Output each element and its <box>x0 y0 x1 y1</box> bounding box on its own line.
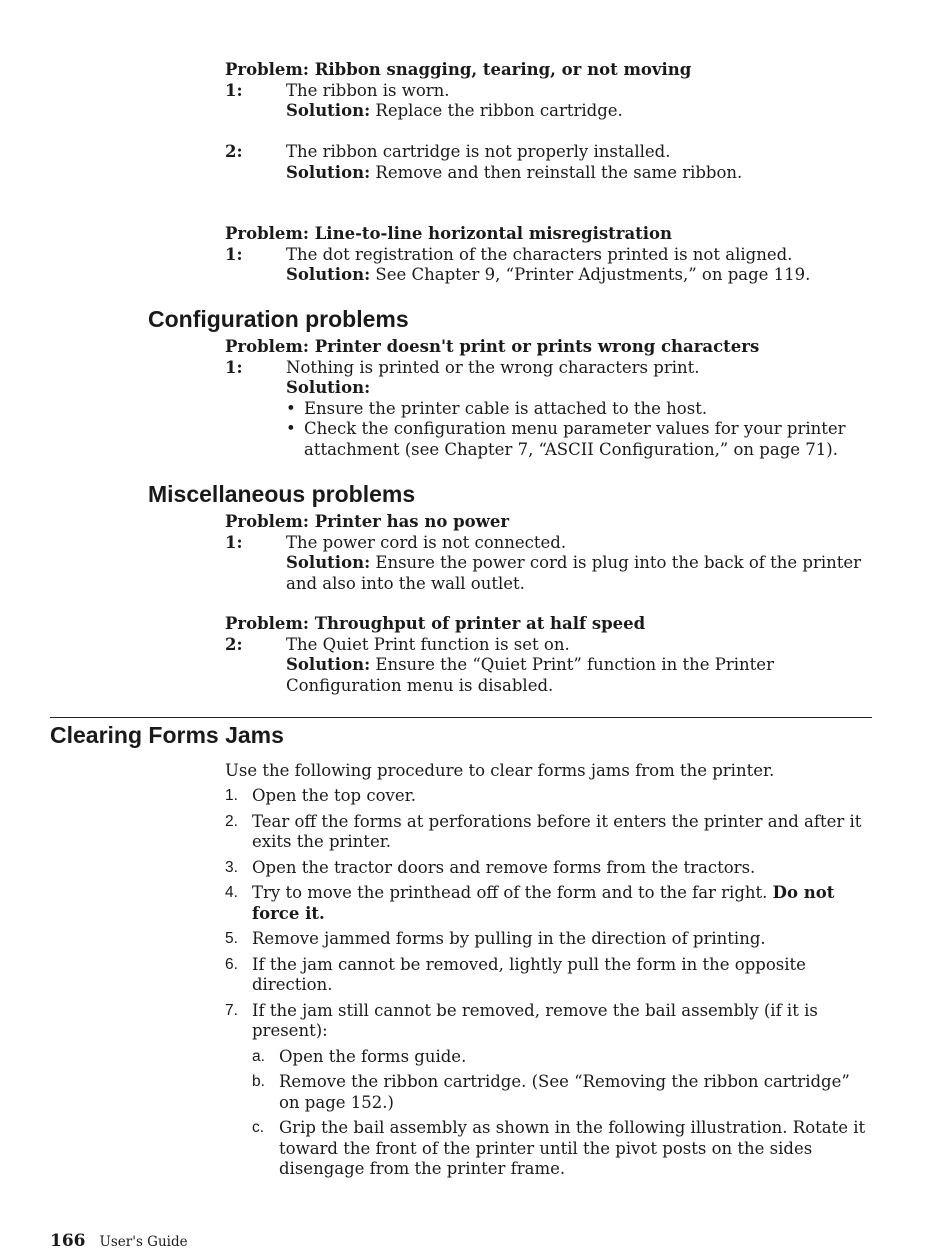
step-item <box>225 858 875 879</box>
step-text: Remove jammed forms by pulling in the direction of printing. <box>252 929 766 948</box>
step-text: If the jam still cannot be removed, remove the bail assembly (if it is present): <box>252 1000 818 1040</box>
item-number: 2: <box>225 634 243 654</box>
throughput-problem <box>225 614 875 696</box>
problem-title: Problem: Printer has no power <box>225 512 510 531</box>
step-number: 5. <box>225 930 238 947</box>
solution-bullets <box>286 399 875 461</box>
clearing-forms-jams-heading: Clearing Forms Jams <box>50 722 284 748</box>
solution-label: Solution: <box>286 378 371 397</box>
step-text: If the jam cannot be removed, lightly pull the form in the opposite direction. <box>252 954 806 994</box>
problem-item <box>225 81 875 122</box>
step-text: Open the tractor doors and remove forms from the tractors. <box>252 857 756 877</box>
step-text: Open the top cover. <box>252 786 416 805</box>
solution-text: Ensure the power cord is plug into the back of the printer and also into the wall outlet. <box>286 553 862 593</box>
step-number: 3. <box>225 858 238 876</box>
step-number: 6. <box>225 955 238 973</box>
configuration-problem <box>225 337 875 460</box>
item-solution <box>286 265 875 286</box>
problem-title: Problem: Throughput of printer at half speed <box>225 614 646 633</box>
item-number: 2: <box>225 142 243 161</box>
substep-letter: a. <box>252 1047 265 1065</box>
step-item <box>225 1001 875 1185</box>
item-solution <box>286 163 875 184</box>
step-number: 4. <box>225 884 238 901</box>
substep-text: Grip the bail assembly as shown in the following illustration. Rotate it toward the front of the printer until the pivot posts on the sides disengage from the printer frame. <box>279 1118 866 1178</box>
substep-item <box>252 1118 875 1180</box>
jam-steps-list <box>225 786 875 1190</box>
item-solution <box>286 101 875 122</box>
problem-item <box>225 245 875 286</box>
configuration-heading: Configuration problems <box>148 306 409 332</box>
problem-item <box>225 533 875 595</box>
problem-item <box>225 358 875 461</box>
item-solution <box>286 553 875 594</box>
item-text: The ribbon is worn. <box>286 80 450 100</box>
power-problem <box>225 512 875 594</box>
step-item <box>225 929 875 950</box>
problem-item <box>225 142 875 183</box>
item-number: 1: <box>225 357 243 377</box>
step-item <box>225 786 875 807</box>
item-text: Nothing is printed or the wrong characters print. <box>286 357 700 377</box>
item-text: The power cord is not connected. <box>286 532 567 552</box>
step-text: Try to move the printhead off of the form and to the far right. <box>252 883 773 902</box>
solution-text: See Chapter 9, “Printer Adjustments,” on page 119. <box>370 265 811 284</box>
item-text: The Quiet Print function is set on. <box>286 634 570 654</box>
page-number: 166 <box>50 1231 86 1251</box>
item-number: 1: <box>225 532 243 552</box>
section-divider <box>50 717 872 718</box>
solution-label: Solution: <box>286 553 371 572</box>
jams-intro: Use the following procedure to clear forms jams from the printer. <box>225 761 775 780</box>
substep-letter: c. <box>252 1119 265 1136</box>
step-warning: Do not force it. <box>252 883 835 923</box>
solution-label: Solution: <box>286 162 371 182</box>
substep-item <box>252 1047 875 1068</box>
misregistration-problem <box>225 224 875 286</box>
solution-text: Remove and then reinstall the same ribbon. <box>370 162 743 182</box>
substep-text: Remove the ribbon cartridge. (See “Removing the ribbon cartridge” on page 152.) <box>279 1072 850 1112</box>
page-footer <box>50 1230 188 1253</box>
problem-item <box>225 635 875 697</box>
ribbon-problem <box>225 60 875 183</box>
solution-label: Solution: <box>286 101 371 120</box>
bullet-item: • Ensure the printer cable is attached to the host. <box>286 399 875 420</box>
step-text: Tear off the forms at perforations before it enters the printer and after it exits the printer. <box>252 811 862 851</box>
step-item <box>225 812 875 853</box>
step-item <box>225 955 875 996</box>
bullet-item: • Check the configuration menu parameter values for your printer attachment (see Chapter 7, “ASCII Configuration,” on page 71). <box>286 419 875 460</box>
miscellaneous-heading: Miscellaneous problems <box>148 481 416 507</box>
solution-text: Replace the ribbon cartridge. <box>370 101 623 120</box>
solution-label: Solution: <box>286 655 371 674</box>
item-text: The ribbon cartridge is not properly installed. <box>286 142 671 161</box>
item-number: 1: <box>225 80 243 100</box>
substep-text: Open the forms guide. <box>279 1046 467 1066</box>
step-number: 7. <box>225 1001 238 1019</box>
step-number: 2. <box>225 812 238 830</box>
substeps-list <box>252 1047 875 1180</box>
substep-letter: b. <box>252 1073 265 1090</box>
problem-title: Problem: Line-to-line horizontal misregistration <box>225 224 673 243</box>
step-number: 1. <box>225 787 238 804</box>
solution-text: Ensure the “Quiet Print” function in the Printer Configuration menu is disabled. <box>286 655 774 695</box>
item-solution <box>286 655 875 696</box>
step-item <box>225 883 875 924</box>
substep-item <box>252 1072 875 1113</box>
problem-title: Problem: Ribbon snagging, tearing, or not moving <box>225 60 692 79</box>
solution-label: Solution: <box>286 265 371 284</box>
item-text: The dot registration of the characters printed is not aligned. <box>286 244 793 264</box>
problem-title: Problem: Printer doesn't print or prints wrong characters <box>225 337 760 356</box>
item-number: 1: <box>225 244 243 264</box>
guide-title: User's Guide <box>99 1234 188 1250</box>
